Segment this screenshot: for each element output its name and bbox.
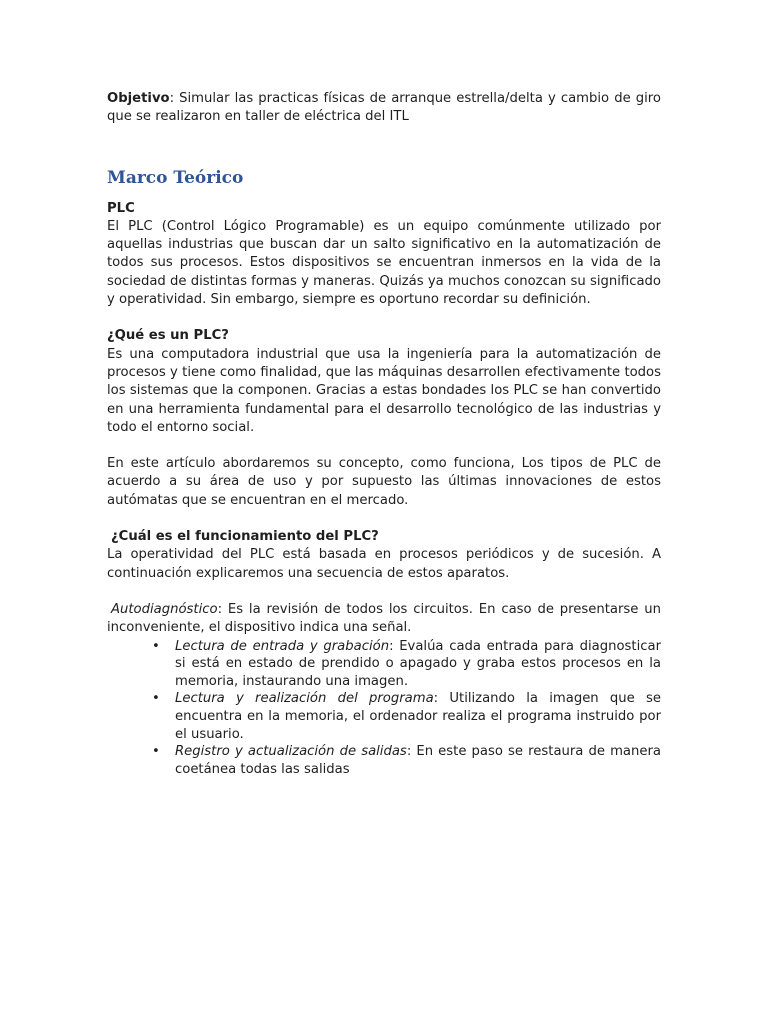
list-item <box>107 690 661 743</box>
bullet-icon: • <box>152 638 160 654</box>
funcionamiento-paragraph: La operatividad del PLC está basada en procesos periódicos y de sucesión. A continuación explicaremos una secuencia de estos aparatos. <box>107 547 661 581</box>
que-es-paragraph: Es una computadora industrial que usa la ingeniería para la automatización de procesos y tiene como finalidad, que las máquinas desarrollen efectivamente todos los sistemas que la componen. Gracias a estas bondades los PLC se han convertido en una herramienta fundamental para el desarrollo tecnológico de las industrias y todo el entorno social. <box>107 346 661 435</box>
list-item-label: Lectura de entrada y grabación <box>175 638 390 654</box>
list-item <box>107 743 661 778</box>
plc-paragraph: El PLC (Control Lógico Programable) es un equipo comúnmente utilizado por aquellas industrias que buscan dar un salto significativo en la automatización de todos sus procesos. Estos dispositivos se encuentran inmersos en la vida de la sociedad de distintas formas y maneras. Quizás ya muchos conozcan su significado y operatividad. Sin embargo, siempre es oportuno recordar su definición. <box>107 218 661 308</box>
autodiagnostico-label: Autodiagnóstico <box>111 601 218 617</box>
section-title: Marco Teórico <box>107 167 244 188</box>
spacer <box>107 510 661 528</box>
steps-list <box>107 638 661 779</box>
funcionamiento-heading: ¿Cuál es el funcionamiento del PLC? <box>111 529 379 545</box>
list-item-text: : Utilizando la imagen que se encuentra en la memoria, el ordenador realiza el programa instruido por el usuario. <box>175 691 661 742</box>
spacer <box>107 437 661 455</box>
bullet-icon: • <box>152 744 160 760</box>
bullet-icon: • <box>152 691 160 707</box>
list-item <box>107 638 661 691</box>
que-es-heading: ¿Qué es un PLC? <box>107 328 229 344</box>
spacer <box>107 583 661 601</box>
list-item-text: : Evalúa cada entrada para diagnosticar si está en estado de prendido o apagado y graba estos procesos en la memoria, instaurando una imagen. <box>175 638 661 689</box>
list-item-label: Lectura y realización del programa <box>175 691 434 707</box>
autodiagnostico-paragraph <box>107 601 661 638</box>
objective-paragraph <box>107 90 661 127</box>
list-item-text: : En este paso se restaura de manera coetánea todas las salidas <box>175 744 661 777</box>
list-item-label: Registro y actualización de salidas <box>175 744 407 760</box>
objective-label: Objetivo <box>107 91 170 106</box>
autodiagnostico-text: : Es la revisión de todos los circuitos. En caso de presentarse un inconveniente, el dispositivo indica una señal. <box>107 601 661 636</box>
objective-text: : Simular las practicas físicas de arranque estrella/delta y cambio de giro que se realizaron en taller de eléctrica del ITL <box>107 91 661 125</box>
spacer <box>107 309 661 327</box>
plc-heading: PLC <box>107 200 135 216</box>
articulo-paragraph: En este artículo abordaremos su concepto, como funciona, Los tipos de PLC de acuerdo a su área de uso y por supuesto las últimas innovaciones de estos autómatas que se encuentran en el mercado. <box>107 456 661 508</box>
document-page <box>107 90 661 778</box>
